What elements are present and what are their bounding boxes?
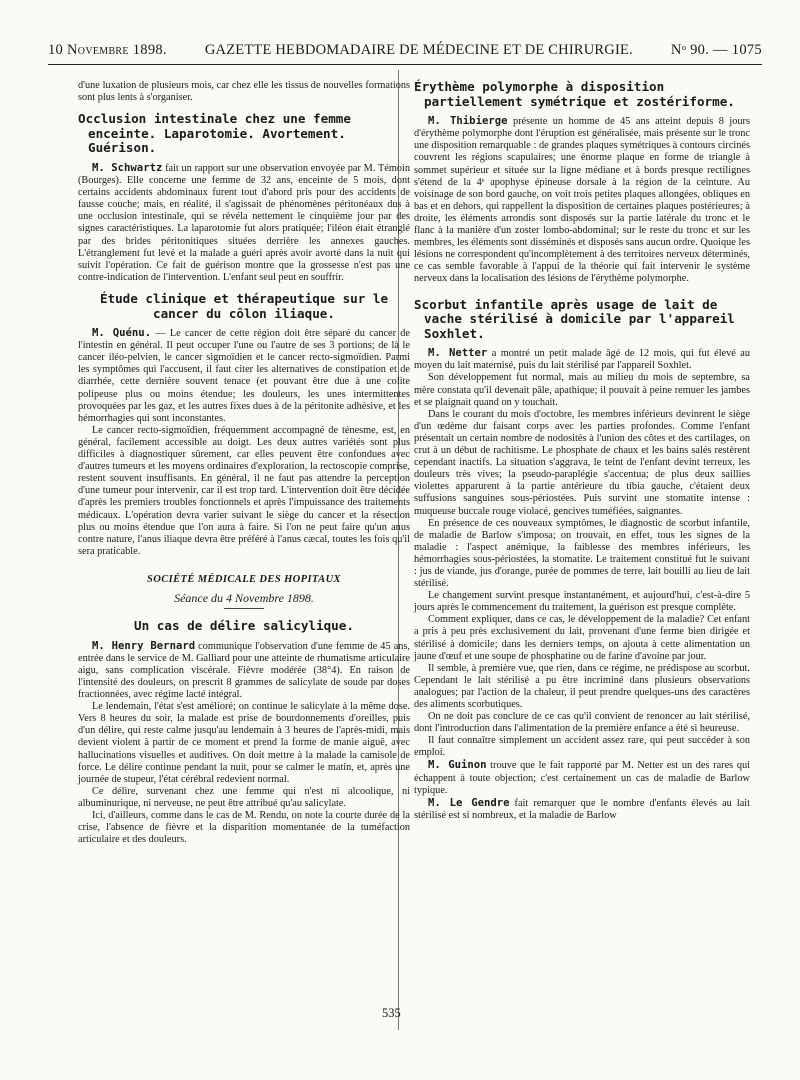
- speaker-name: M. Le Gendre: [428, 796, 510, 809]
- speaker-name: M. Thibierge: [428, 115, 508, 128]
- paragraph-text: — Le cancer de cette région doit être séparé du cancer de l'intestin en général. Il peut occuper l'une ou l'autre de ses 3 portions; de là le cancer iléo-pelvien, le cancer sigmoïdien et le cancer recto-sigmoïdien. Parmi les symptômes qui l'accusent, il faut citer les alternatives de constipation et de diarrhée, cette dernière souvent tenace (et pouvant être due à une colite polipeuse plus ou moins étendue; les douleurs, les unes intermittentes provoquées par les gaz, et les autres fixes dues à de la péritonite adhésive, et les hémorrhagies qui sont inconstantes.: [78, 328, 411, 424]
- paragraph: [414, 797, 750, 822]
- speaker-name: M. Henry Bernard: [92, 639, 196, 652]
- paragraph-text: communique l'observation d'une femme de 45 ans, entrée dans le service de M. Galliard pour une atteinte de rhumatisme articulaire aigu, sans complication viscérale. Fièvre modérée (38°4). En raison de l'intensité des douleurs, on prescrit 8 grammes de salicylate de soude par doses fractionnées, avec régime lacté intégral.: [78, 640, 410, 701]
- session-date: Séance du 4 Novembre 1898.: [174, 590, 314, 605]
- article-heading: Étude clinique et thérapeutique sur le cancer du côlon iliaque.: [99, 290, 389, 321]
- issue-number: Nᵒ 90. — 1075: [670, 42, 762, 58]
- section-rule: [224, 608, 264, 609]
- paragraph: Il faut connaître simplement un accident assez rare, qui peut succéder à son emploi.: [414, 735, 750, 759]
- paragraph-text: fait un rapport sur une observation envoyée par M. Témoin (Bourges). Elle concerne une femme de 32 ans, enceinte de 5 mois, dont certains accidents abdominaux furent tout d'abord pris pour des accidents de fausse couche; mais, en réalité, il s'agissait de phénomènes péritonéaux dus à une occlusion intestinale, qui se révéla nettement le cinquième jour par des signes caractéristiques. La laparotomie fut alors pratiquée; l'iléon était étranglé par des brides péritonitiques situées derrière les annexes gauches. L'étranglement fut levé et la malade a guéri après avoir avorté dans la nuit qui suivit l'opération. Ce fait de guérison montre que la grossesse n'est pas une contre-indication de l'intervention. L'enfant seul peut en souffrir.: [78, 162, 410, 283]
- paragraph: [78, 327, 410, 425]
- journal-title: GAZETTE HEBDOMADAIRE DE MÉDECINE ET DE CHIRURGIE.: [204, 42, 633, 58]
- paragraph: [78, 162, 410, 284]
- paragraph: Le changement survint presque instantanément, et aujourd'hui, c'est-à-dire 5 jours après le commencement du traitement, la guérison est presque complète.: [414, 590, 750, 614]
- paragraph: On ne doit pas conclure de ce cas qu'il convient de renoncer au lait stérilisé, dont l'introduction dans l'alimentation de la première enfance a été si heureuse.: [414, 711, 750, 735]
- header-rule: [48, 64, 762, 65]
- paragraph: Ce délire, survenant chez une femme qui n'est ni alcoolique, ni albuminurique, ni nerveuse, ne peut être attribué qu'au salicylate.: [78, 785, 410, 809]
- paragraph: Le cancer recto-sigmoïdien, fréquemment accompagné de ténesme, est, en général, facilement accessible au doigt. Les deux autres variétés sont plus difficiles à diagnostiquer sûrement, car elles peuvent être confondues avec d'autres tumeurs et les moyens ordinaires d'exploration, la rectoscopie comprise, restent souvent insuffisants. En général, il ne faut pas attendre la perception d'une tumeur pour intervenir, car il est trop tard. L'intervention doit être décidée d'après les premiers troubles fonctionnels et après l'impuissance des traitements médicaux. L'opération devra varier suivant le siège du cancer et la résection plus ou moins étendue que l'on aura à faire. Si l'on ne peut faire qu'un anus contre nature, l'anus iliaque devra être préféré à l'anus cæcal, toutes les fois qu'il sera praticable.: [78, 424, 410, 557]
- speaker-name: M. Guinon: [428, 759, 487, 772]
- speaker-name: M. Quénu.: [92, 327, 152, 340]
- speaker-name: M. Netter: [428, 347, 488, 360]
- article-heading: Érythème polymorphe à disposition partiellement symétrique et zostériforme.: [414, 79, 735, 109]
- society-heading: SOCIÉTÉ MÉDICALE DES HOPITAUX: [147, 573, 341, 585]
- paragraph: [78, 640, 410, 701]
- paragraph: Le lendemain, l'état s'est amélioré; on continue le salicylate à la même dose. Vers 8 heures du soir, la malade est prise de bourdonnements d'oreilles, puis d'un délire, qui reste calme jusqu'au lendemain à 3 heures de l'après-midi, mais devient violent à partir de ce moment et prend la forme de manie aiguë, avec hallucinations visuelles et auditives. On doit mettre à la malade la camisole de force. Le délire continue pendant la nuit, pour se calmer le matin, et, après une journée de stupeur, l'état cérébral redevient normal.: [78, 701, 410, 785]
- paragraph: Dans le courant du mois d'octobre, les membres inférieurs devinrent le siège d'un œdème dur faisant corps avec les parties profondes. Comme l'enfant présentait un certain nombre de nodosités à l'union des côtes et des cartilages, on crut à un début de rachitisme. Le phosphate de chaux et les bains salés restèrent cependant inactifs. La situation s'aggrava, le teint de l'enfant devint terreux, les douleurs très vives; la pseudo-paraplégie s'accentua; de plus deux saillies violettes apparurent à la partie antérieure du tibia gauche, c'étaient deux suffusions sanguines sous-périostées. Puis survint une stomatite intense : muqueuse buccale rouge violacé, gencives tuméfiées, saignantes.: [414, 408, 750, 517]
- article-heading: Un cas de délire salicylique.: [134, 618, 354, 634]
- issue-date: 10 Novembre 1898.: [48, 42, 167, 58]
- paragraph-text: fait remarquer que le nombre d'enfants élevés au lait stérilisé est si nombreux, et la maladie de Barlow: [414, 797, 750, 821]
- paragraph: Ici, d'ailleurs, comme dans le cas de M. Rendu, on note la courte durée de la crise, l'absence de fièvre et la disparition momentanée de la tuméfaction articulaire et des douleurs.: [78, 809, 410, 846]
- page-number: 535: [382, 1006, 401, 1020]
- speaker-name: M. Schwartz: [92, 161, 163, 174]
- left-column: [78, 80, 410, 846]
- article-heading: Occlusion intestinale chez une femme enceinte. Laparotomie. Avortement. Guérison.: [78, 111, 351, 156]
- paragraph: [414, 115, 750, 285]
- paragraph-text: trouve que le fait rapporté par M. Netter est un des rares qui échappent à toute objection; c'est certainement un cas de maladie de Barlow typique.: [414, 760, 750, 796]
- paragraph: [414, 759, 750, 796]
- right-column: [414, 80, 750, 822]
- paragraph: Son développement fut normal, mais au milieu du mois de septembre, sa mère constata qu'il devenait pâle, apathique; il pouvait à peine remuer les jambes et se plaignait quand on y touchait.: [414, 372, 750, 408]
- paragraph: d'une luxation de plusieurs mois, car chez elle les tissus de nouvelles formations sont plus lents à s'organiser.: [78, 80, 410, 104]
- paragraph: En présence de ces nouveaux symptômes, le diagnostic de scorbut infantile, de maladie de Barlow s'imposa; on trouvait, en effet, tous les signes de la maladie : l'aspect anémique, la faiblesse des membres inférieurs, les hémorrhagies sous-périostées, la stomatite. Le traitement constitué fut le suivant : jus de viande, jus d'orange, purée de pommes de terre, lait bouilli au lieu de lait stérilisé.: [414, 517, 750, 590]
- paragraph-text: a montré un petit malade âgé de 12 mois, qui fut élevé au moyen du lait maternisé, puis du lait stérilisé par l'appareil Soxhlet.: [414, 348, 751, 372]
- paragraph: Il semble, à première vue, que rien, dans ce régime, ne prédispose au scorbut. Cependant le lait stérilisé a pu être incriminé dans plusieurs observations analogues; par l'action de la chaleur, il peut prendre quelques-uns des caractères des aliments scorbutiques.: [414, 662, 750, 710]
- paragraph-text: présente un homme de 45 ans atteint depuis 8 jours d'érythème polymorphe dont l'éruption est généralisée, mais présente sur le tronc une disposition remarquable : de grandes plaques symétriques à contours circinés couvrent les régions scapulaires; une énorme plaque en forme de triangle à sommet supérieur et située sur la ligne médiane et à bords presque rectilignes s'étend de la 4ᵉ apophyse épineuse dorsale à la région de la ceinture. Au voisinage de son bord gauche, on voit trois petites plaques allongées, obliques en bas et en dehors, qui rappellent la disposition de certaines plaques postérieures; à droite, les éléments arrondis sont disposés sur la partie latérale du tronc et le flanc à la manière d'un zoster lombo-abdominal; sur le reste du tronc et sur les membres, les éléments sont disséminés et disposés sans aucun ordre. Quoique les lésions ne correspondent qu'incomplètement à des territoires nerveux déterminés, ce cas semble favorable à l'appui de la théorie qui fait intervenir le système nerveux dans la localisation des lésions de l'érythème polymorphe.: [414, 116, 750, 285]
- paragraph: Comment expliquer, dans ce cas, le développement de la maladie? Cet enfant a pris à peu près exclusivement du lait, provenant d'une ferme bien dirigée et stérilisé à domicile; dans les derniers temps, on ajouta à cette alimentation un jaune d'œuf et une soupe de phosphatine ou de farine d'avoine par jour.: [414, 614, 750, 662]
- running-header: [48, 42, 762, 64]
- paragraph: [414, 347, 750, 372]
- article-heading: Scorbut infantile après usage de lait de vache stérilisé à domicile par l'appareil Soxhlet.: [414, 296, 735, 341]
